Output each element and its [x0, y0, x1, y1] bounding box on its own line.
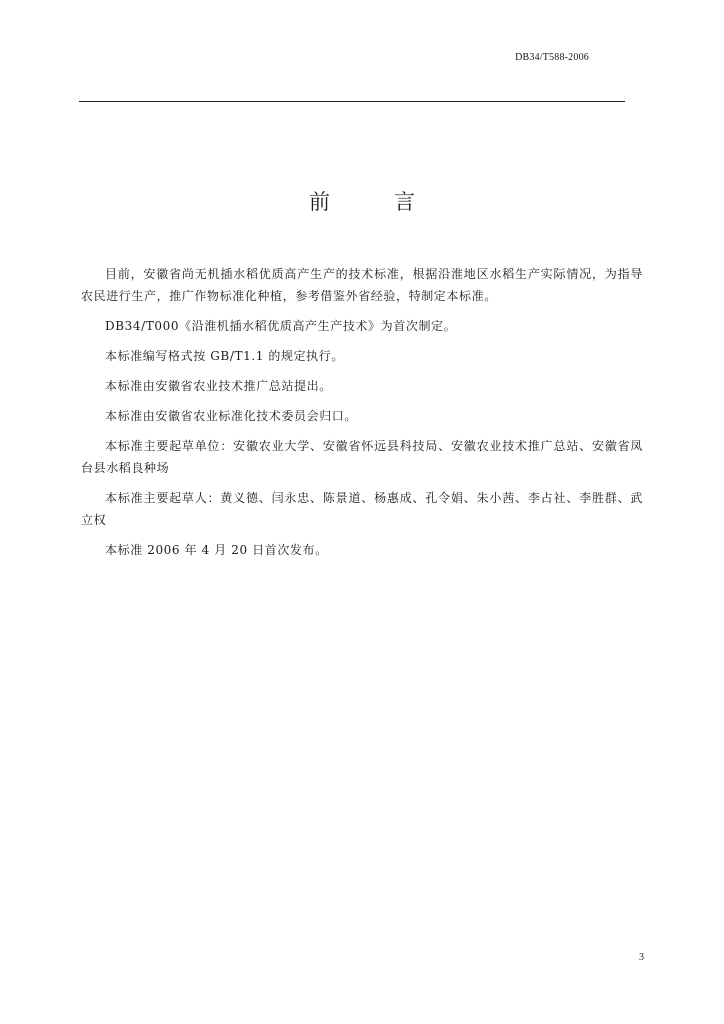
title-char-1: 前: [309, 190, 330, 214]
paragraph-drafters: 本标准主要起草人：黄义德、闫永忠、陈景道、杨惠成、孔令娟、朱小茜、李占社、李胜群、武立权: [81, 491, 643, 527]
paragraph-format: 本标准编写格式按 GB/T1.1 的规定执行。: [105, 349, 344, 363]
standard-code: DB34/T588-2006: [515, 52, 589, 63]
paragraph-purpose: 目前，安徽省尚无机插水稻优质高产生产的技术标准，根据沿淮地区水稻生产实际情况，为指导农民进行生产，推广作物标准化种植，参考借鉴外省经验，特制定本标准。: [81, 267, 643, 303]
paragraph-proposer: 本标准由安徽省农业技术推广总站提出。: [105, 379, 332, 393]
foreword-body: [81, 263, 643, 569]
paragraph-first-edition: DB34/T000《沿淮机插水稻优质高产生产技术》为首次制定。: [105, 319, 457, 333]
title-char-2: 言: [394, 190, 415, 214]
header-divider: [79, 101, 625, 102]
paragraph-release-date: 本标准 2006 年 4 月 20 日首次发布。: [105, 543, 328, 557]
page-number: 3: [639, 952, 644, 963]
page-title: [0, 186, 724, 216]
paragraph-centralizer: 本标准由安徽省农业标准化技术委员会归口。: [105, 409, 358, 423]
paragraph-drafting-units: 本标准主要起草单位：安徽农业大学、安徽省怀远县科技局、安徽农业技术推广总站、安徽省凤台县水稻良种场: [81, 439, 643, 475]
